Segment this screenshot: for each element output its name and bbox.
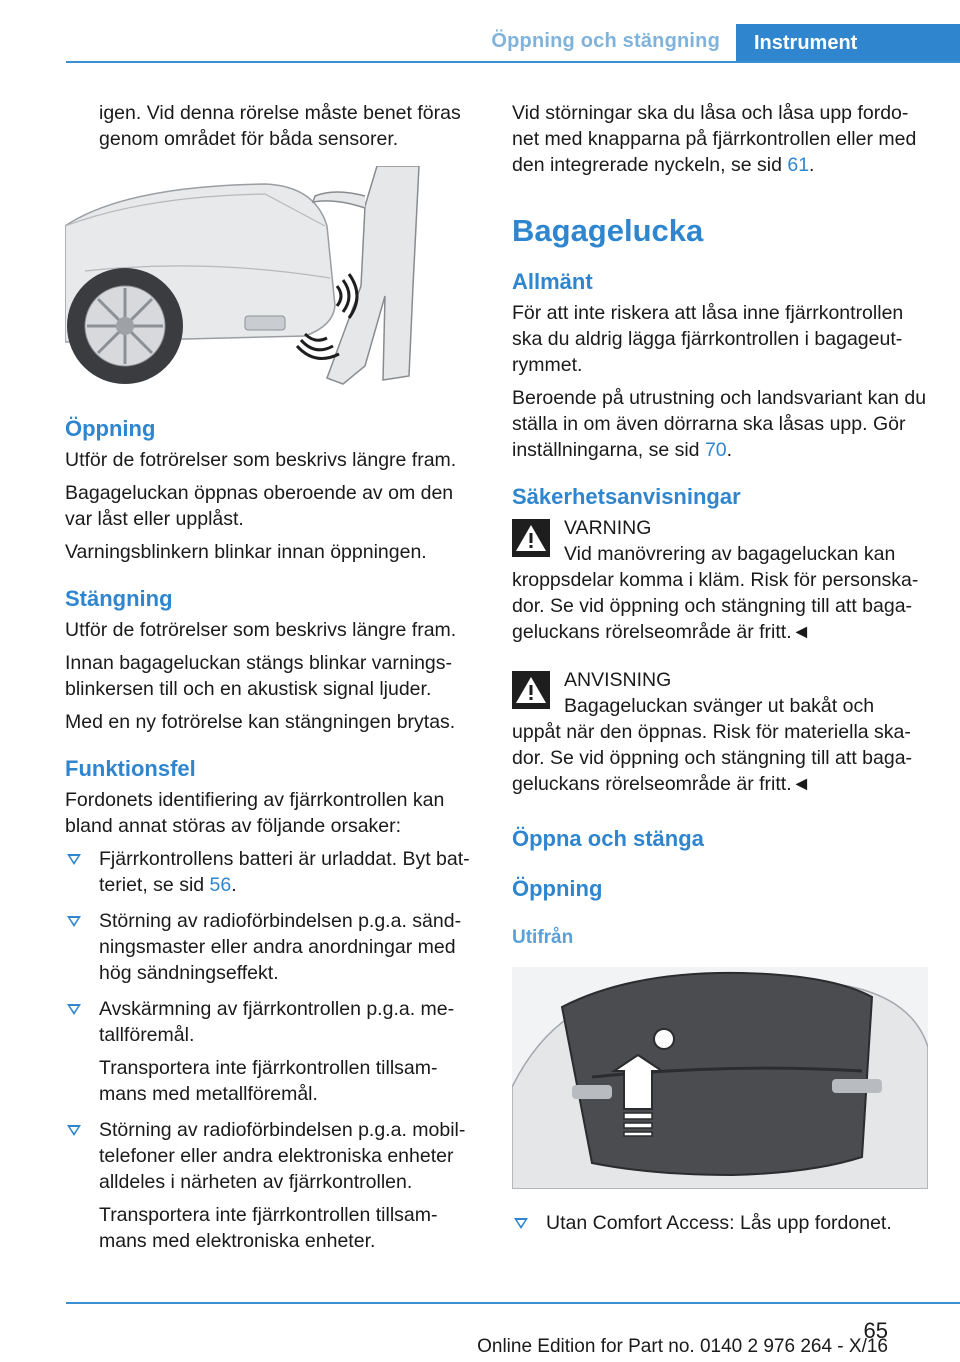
left-column [65,100,485,1264]
page-link[interactable]: 56 [209,874,232,896]
heading-open-sub: Öppning [512,876,603,901]
header-rule [66,61,960,63]
heading-opening: Öppning [65,416,156,441]
opening-p2: Bagageluckan öppnas oberoende av om den var låst eller upplåst. [65,482,454,530]
warning-line: Vid manövrering av bagageluckan kan [564,543,896,565]
warning-box [512,515,932,645]
footer-rule [66,1302,960,1304]
notice-text: uppåt när den öppnas. Risk för materiella ska-dor. Se vid öppning och stängning till att baga-geluckans rörelseområde är fritt.◄ [512,721,913,795]
closing-p2: Innan bagageluckan stängs blinkar varnings-blinkersen till och en akustisk signal ljuder. [65,652,453,700]
warning-title: VARNING [564,517,652,539]
list-item: Avskärmning av fjärrkontrollen p.g.a. me-tallföremål. Transportera inte fjärrkontrollen tillsam-mans med metallföremål. [65,996,485,1107]
warning-text: kroppsdelar komma i kläm. Risk för personska-dor. Se vid öppning och stängning till att baga-geluckans rörelseområde är fritt.◄ [512,569,919,643]
trunk-button-illustration [512,967,932,1196]
opening-p1: Utför de fotrörelser som beskrivs längre fram. [65,449,457,471]
section-title: Öppning och stängning [491,30,720,52]
list-item: Fjärrkontrollens batteri är urladdat. Byt bat-teriet, se sid 56. [65,846,485,898]
right-column [512,100,932,1246]
list-item: Störning av radioförbindelsen p.g.a. sänd-ningsmaster eller andra anordningar med hög sändningseffekt. [65,908,485,986]
warning-triangle-icon [512,671,550,709]
page-header [0,0,960,62]
heading-outside: Utifrån [512,927,574,948]
triangle-bullet-icon [67,916,81,927]
malfunction-intro: Fordonets identifiering av fjärrkontrollen kan bland annat störas av följande orsaker: [65,789,445,837]
notice-box [512,667,932,797]
triangle-bullet-icon [67,1125,81,1136]
notice-line: Bagageluckan svänger ut bakåt och [564,695,875,717]
closing-p1: Utför de fotrörelser som beskrivs längre fram. [65,619,457,641]
triangle-bullet-icon [514,1218,528,1229]
intro-paragraph: igen. Vid denna rörelse måste benet föras genom området för båda sensorer. [99,102,461,150]
warning-triangle-icon [512,519,550,557]
chapter-tab: Instrument [736,24,960,62]
heading-closing: Stängning [65,586,173,611]
page-number: 65 [863,1318,888,1343]
triangle-bullet-icon [67,1004,81,1015]
general-p2: Beroende på utrustning och landsvariant kan du ställa in om även dörrarna ska låsas upp. Gör inställningarna, se sid 70. [512,387,927,461]
foot-sensor-illustration [65,166,485,395]
heading-open-close: Öppna och stänga [512,826,704,851]
list-item-note: Transportera inte fjärrkontrollen tillsam-mans med metallföremål. [99,1057,438,1105]
list-item: Störning av radioförbindelsen p.g.a. mobil-telefoner eller andra elektroniska enheter alldeles i närheten av fjärrkontrollen. Transportera inte fjärrkontrollen tillsam-mans med elektroniska enheter. [65,1117,485,1254]
page-link[interactable]: 70 [704,439,727,461]
heading-malfunction: Funktionsfel [65,756,196,781]
edition-note: Online Edition for Part no. 0140 2 976 264 - X/16 [477,1336,888,1357]
list-item: Utan Comfort Access: Lås upp fordonet. [512,1210,932,1236]
list-item-note: Transportera inte fjärrkontrollen tillsam-mans med elektroniska enheter. [99,1204,438,1252]
opening-p3: Varningsblinkern blinkar innan öppningen. [65,541,427,563]
heading-safety: Säkerhetsanvisningar [512,484,741,509]
notice-title: ANVISNING [564,669,672,691]
right-intro: Vid störningar ska du låsa och låsa upp fordo-net med knapparna på fjärrkontrollen eller med den integrerade nyckeln, se sid 61. [512,102,917,176]
triangle-bullet-icon [67,854,81,865]
heading-bagagelucka: Bagagelucka [512,213,704,248]
general-p1: För att inte riskera att låsa inne fjärrkontrollen ska du aldrig lägga fjärrkontrollen i bagageut-rymmet. [512,302,904,376]
heading-general: Allmänt [512,269,593,294]
closing-p3: Med en ny fotrörelse kan stängningen brytas. [65,711,456,733]
page-link[interactable]: 61 [787,154,810,176]
